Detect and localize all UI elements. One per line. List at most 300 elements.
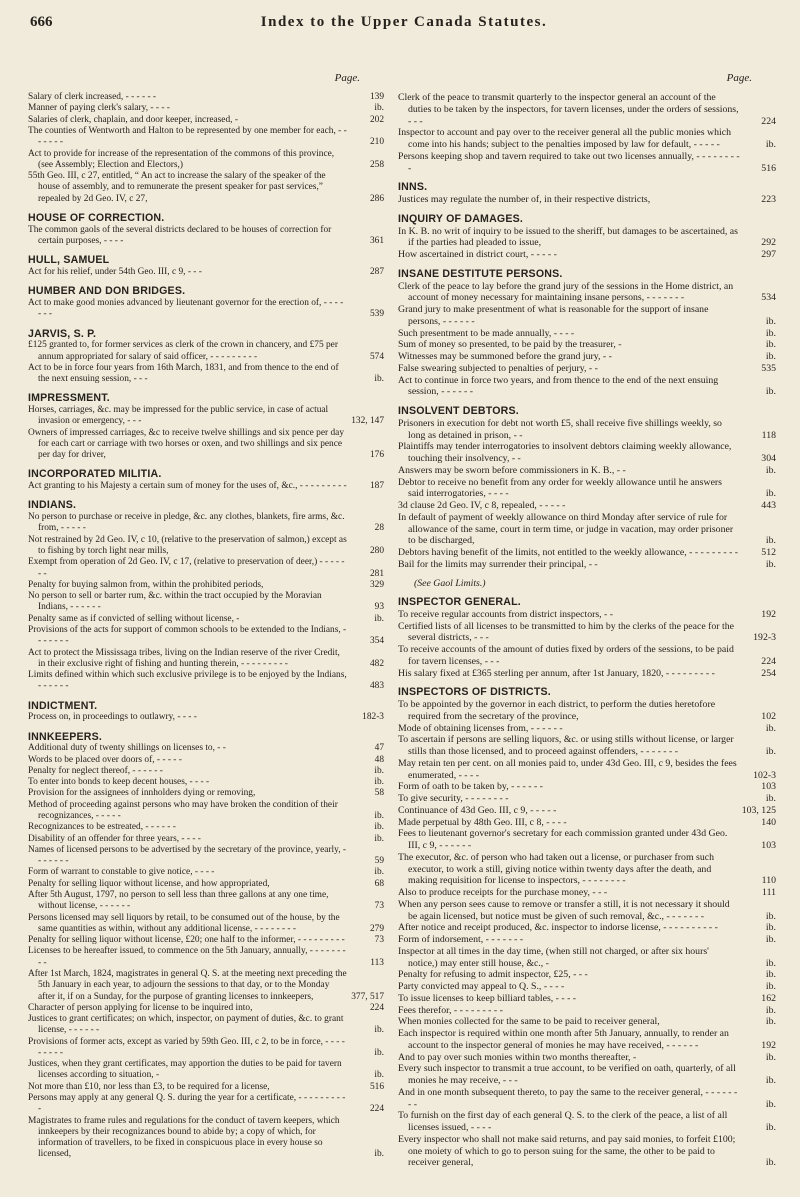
page-reference: ib. bbox=[765, 1075, 776, 1087]
index-entry bbox=[398, 969, 776, 981]
index-section bbox=[28, 499, 384, 692]
index-entry bbox=[398, 304, 776, 328]
entry-text: Plaintiffs may tender interrogatories to insolvent debtors claiming weekly allowance, touching their insolvency, - - bbox=[398, 441, 732, 464]
entry-text: Persons may apply at any general Q. S. during the year for a certificate, - - - - - - - - - - bbox=[28, 1093, 346, 1115]
entry-text: Manner of paying clerk's salary, - - - - bbox=[28, 103, 170, 114]
entry-text: To issue licenses to keep billiard tables, - - - - bbox=[398, 992, 577, 1004]
page-reference: 73 bbox=[374, 935, 384, 946]
index-entry bbox=[28, 834, 384, 845]
page-reference: 59 bbox=[374, 856, 384, 867]
index-entry bbox=[398, 351, 776, 363]
page-reference: 224 bbox=[369, 1002, 384, 1013]
index-entry bbox=[28, 1093, 384, 1116]
entry-text: Magistrates to frame rules and regulations for the conduct of tavern keepers, which innkeepers by their recognizances bound to abide by; a copy of which, for information of travellers, to be fixed in conspicuous place in every house so licensed, bbox=[28, 1115, 340, 1160]
entry-text: Process on, in proceedings to outlawry, - - - - bbox=[28, 712, 197, 723]
index-entry bbox=[398, 249, 776, 261]
page-reference: ib. bbox=[765, 315, 776, 327]
page-reference: 176 bbox=[369, 450, 384, 461]
running-title: Index to the Upper Canada Statutes. bbox=[260, 14, 548, 30]
entry-text: Penalty same as if convicted of selling without license, - bbox=[28, 613, 240, 624]
entry-text: Clerk of the peace to transmit quarterly to the inspector general an account of the duties to be taken by the inspectors, for tavern licenses, under the orders of sessions, - - - bbox=[398, 92, 739, 127]
index-entry bbox=[28, 766, 384, 777]
entry-text: Additional duty of twenty shillings on licenses to, - - bbox=[28, 743, 226, 754]
page-reference: 516 bbox=[369, 1081, 384, 1092]
entry-text: Licenses to be hereafter issued, to commence on the 5th January, annually, - - - - - - - - - bbox=[28, 946, 346, 968]
index-entry bbox=[398, 644, 776, 668]
index-entry bbox=[28, 935, 384, 946]
page-reference: 48 bbox=[374, 754, 384, 765]
entry-text: Disability of an offender for three years, - - - - bbox=[28, 833, 201, 844]
entry-text: Provisions of former acts, except as varied by 59th Geo. III, c 2, to be in force, - - - - - - - - - bbox=[28, 1036, 345, 1058]
index-entry bbox=[28, 428, 384, 462]
index-entry bbox=[398, 1028, 776, 1052]
index-entry bbox=[28, 405, 384, 428]
entry-text: Exempt from operation of 2d Geo. IV, c 17, (relative to preservation of deer,) - - - - - - - bbox=[28, 557, 345, 579]
page-reference: ib. bbox=[765, 1004, 776, 1016]
page-reference: ib. bbox=[765, 488, 776, 500]
page-reference: 187 bbox=[369, 481, 384, 492]
page-reference: ib. bbox=[765, 558, 776, 570]
entry-text: Owners of impressed carriages, &c to receive twelve shillings and six pence per day for each cart or carriage with two horses or oxen, and two shillings and six pence per day for driver, bbox=[28, 427, 345, 461]
page-reference: 68 bbox=[374, 878, 384, 889]
index-entry bbox=[398, 828, 776, 852]
entry-text: After 5th August, 1797, no person to sell less than three gallons at any one time, without license, - - - - - - bbox=[28, 889, 329, 912]
index-entry bbox=[28, 103, 384, 114]
index-section bbox=[28, 212, 384, 247]
page-reference: 354 bbox=[369, 636, 384, 647]
entry-text: And in one month subsequent thereto, to pay the same to the receiver general, - - - - - - - - bbox=[398, 1086, 738, 1110]
index-entry bbox=[28, 913, 384, 936]
index-entry bbox=[28, 845, 384, 868]
page-reference: 73 bbox=[374, 901, 384, 912]
page-reference: 297 bbox=[761, 249, 776, 261]
index-entry bbox=[28, 946, 384, 969]
page-reference: 162 bbox=[761, 992, 776, 1004]
entry-text: Party convicted may appeal to Q. S., - - - - bbox=[398, 981, 565, 993]
index-entry bbox=[28, 755, 384, 766]
index-section bbox=[28, 468, 384, 492]
index-entry bbox=[398, 1110, 776, 1134]
section-heading: INQUIRY OF DAMAGES. bbox=[398, 212, 524, 225]
index-section bbox=[398, 686, 776, 1169]
entry-text: Penalty for selling liquor without license, and how appropriated, bbox=[28, 878, 270, 889]
index-entry bbox=[28, 743, 384, 754]
entry-text: Bail for the limits may surrender their principal, - - bbox=[398, 558, 598, 570]
page-reference: ib. bbox=[765, 464, 776, 476]
index-entry bbox=[398, 281, 776, 305]
index-entry bbox=[398, 1063, 776, 1087]
entry-text: Penalty for selling liquor without license, £20; one half to the informer, - - - - - - - - - bbox=[28, 935, 345, 946]
page-reference: 258 bbox=[369, 159, 384, 170]
entry-text: Every inspector who shall not make said returns, and pay said monies, to forfeit £100; one moiety of which to go to person suing for the same, the other to be paid to receiver general, bbox=[398, 1133, 736, 1169]
entry-text: Prisoners in execution for debt not worth £5, shall receive five shillings weekly, so long as detained in prison, - - bbox=[398, 417, 722, 441]
page-reference: 58 bbox=[374, 788, 384, 799]
page-reference: 443 bbox=[761, 500, 776, 511]
entry-text: Not restrained by 2d Geo. IV, c 10, (relative to the preservation of salmon,) except as to fishing by torch light near mills, bbox=[28, 534, 347, 556]
index-entry bbox=[28, 92, 384, 103]
entry-text: Salaries of clerk, chaplain, and door keeper, increased, - bbox=[28, 114, 238, 125]
index-entry bbox=[28, 126, 384, 149]
entry-text: To be appointed by the governor in each district, to perform the duties heretofore required from the secretary of the province, bbox=[398, 699, 716, 722]
index-entry bbox=[398, 793, 776, 805]
entry-text: To enter into bonds to keep decent houses, - - - - bbox=[28, 777, 210, 788]
index-section bbox=[398, 596, 776, 679]
entry-text: Recognizances to be estreated, - - - - - - bbox=[28, 822, 176, 833]
entry-text: When any person sees cause to remove or transfer a still, it is not necessary it should be again licensed, but notice must be given of such removal, &c., - - - - - - - bbox=[398, 898, 730, 922]
page-reference: ib. bbox=[765, 1051, 776, 1063]
index-entry bbox=[28, 800, 384, 823]
entry-text: Sum of money so presented, to be paid by the treasurer, - bbox=[398, 339, 622, 351]
entry-text: Act to protect the Mississaga tribes, living on the Indian reserve of the river Credit, in their exclusive right of fishing and hunting therein, - - - - - - - - - bbox=[28, 647, 340, 669]
index-entry bbox=[28, 670, 384, 693]
page-reference: 113 bbox=[370, 957, 384, 968]
entry-text: Form of oath to be taken by, - - - - - - bbox=[398, 781, 543, 793]
entry-text: How ascertained in district court, - - - - - bbox=[398, 249, 557, 261]
index-entry bbox=[398, 559, 776, 571]
entry-text: Salary of clerk increased, - - - - - - bbox=[28, 92, 157, 103]
page-reference: ib. bbox=[765, 535, 776, 547]
index-entry bbox=[28, 890, 384, 913]
entry-text: Act to be in force four years from 16th March, 1831, and from thence to the end of the next ensuing session, - - - bbox=[28, 362, 339, 385]
index-entry bbox=[398, 363, 776, 375]
index-entry bbox=[398, 512, 776, 547]
index-entry bbox=[28, 591, 384, 614]
entry-text: No person to sell or barter rum, &c. within the tract occupied by the Moravian Indians, - - - - - - bbox=[28, 591, 322, 613]
page-reference: ib. bbox=[765, 339, 776, 351]
page-reference: ib. bbox=[765, 386, 776, 398]
index-entry bbox=[398, 151, 776, 175]
index-entry bbox=[398, 127, 776, 151]
entry-text: Act to provide for increase of the representation of the commons of this province, (see Assembly; Election and Electors,) bbox=[28, 148, 335, 170]
section-heading: INSPECTOR GENERAL. bbox=[398, 596, 521, 609]
entry-text: Justices may regulate the number of, in their respective districts, bbox=[398, 194, 651, 206]
entry-text: Act to make good monies advanced by lieutenant governor for the erection of, - - - - - - - bbox=[28, 297, 344, 320]
page-reference: ib. bbox=[374, 1070, 384, 1081]
index-entry bbox=[28, 1116, 384, 1161]
index-section bbox=[28, 392, 384, 461]
entry-text: Names of licensed persons to be advertised by the secretary of the province, yearly, - - - - - - - bbox=[28, 844, 347, 867]
entry-text: Every such inspector to transmit a true account, to be verified on oath, quarterly, of all monies he may receive, - - - bbox=[398, 1063, 736, 1087]
page-reference: 516 bbox=[761, 162, 776, 174]
entry-text: Penalty for buying salmon from, within the prohibited periods, bbox=[28, 579, 264, 590]
index-entry bbox=[28, 712, 384, 723]
page-reference: 279 bbox=[369, 923, 384, 934]
page-reference: 210 bbox=[369, 137, 384, 148]
page-reference: 202 bbox=[369, 114, 384, 125]
index-entry bbox=[398, 418, 776, 442]
index-entry bbox=[398, 934, 776, 946]
entry-text: Answers may be sworn before commissioners in K. B., - - bbox=[398, 464, 626, 476]
index-entry bbox=[398, 547, 776, 559]
entry-text: Act granting to his Majesty a certain sum of money for the uses of, &c., - - - - - - - - - bbox=[28, 481, 347, 492]
index-section bbox=[28, 254, 384, 278]
page-reference: ib. bbox=[765, 1157, 776, 1169]
index-entry bbox=[398, 465, 776, 477]
section-heading: HULL, SAMUEL bbox=[28, 254, 110, 267]
index-entry bbox=[28, 867, 384, 878]
page-reference: 287 bbox=[369, 266, 384, 277]
page-reference: 286 bbox=[369, 193, 384, 204]
running-header bbox=[30, 14, 778, 38]
index-entry bbox=[28, 788, 384, 799]
entry-text: When monies collected for the same to be paid to receiver general, bbox=[398, 1016, 660, 1028]
index-entry bbox=[28, 1037, 384, 1060]
page-reference: 292 bbox=[761, 237, 776, 249]
entry-text: Form of indorsement, - - - - - - - bbox=[398, 934, 524, 946]
page-number: 666 bbox=[30, 14, 53, 30]
entry-text: Debtor to receive no benefit from any order for weekly allowance until he answers said interrogatories, - - - - bbox=[398, 476, 722, 500]
page-column-heading: Page. bbox=[334, 72, 360, 84]
index-entry bbox=[28, 557, 384, 580]
index-entry bbox=[28, 512, 384, 535]
page-reference: ib. bbox=[765, 327, 776, 339]
section-heading: IMPRESSMENT. bbox=[28, 392, 110, 405]
entry-text: And to pay over such monies within two months thereafter, - bbox=[398, 1051, 637, 1063]
page-reference: ib. bbox=[765, 139, 776, 151]
section-heading: INNKEEPERS. bbox=[28, 730, 103, 743]
page-reference: ib. bbox=[765, 934, 776, 946]
index-entry bbox=[28, 969, 384, 1003]
page-reference: ib. bbox=[374, 613, 384, 624]
index-entry bbox=[28, 267, 384, 278]
entry-text: Fees therefor, - - - - - - - - - bbox=[398, 1004, 503, 1016]
index-entry bbox=[398, 500, 776, 512]
index-entry bbox=[398, 734, 776, 758]
entry-text: Character of person applying for license to be inquired into, bbox=[28, 1002, 253, 1013]
entry-text: Provision for the assignees of innholders dying or removing, bbox=[28, 788, 256, 799]
page-reference: ib. bbox=[374, 1025, 384, 1036]
index-entry bbox=[28, 777, 384, 788]
entry-text: 55th Geo. III, c 27, entitled, “ An act to increase the salary of the speaker of the house of assembly, and to remunerate the present speaker for past services,” repealed by 2d Geo. IV, c 27, bbox=[28, 171, 326, 204]
index-entry bbox=[398, 922, 776, 934]
page-reference: ib. bbox=[765, 981, 776, 993]
section-heading: HUMBER AND DON BRIDGES. bbox=[28, 285, 186, 298]
entry-text: £125 granted to, for former services as clerk of the crown in chancery, and £75 per annum appropriated for salary of said officer, - - - - - - - - - bbox=[28, 340, 338, 362]
index-entry bbox=[28, 580, 384, 591]
entry-text: His salary fixed at £365 sterling per annum, after 1st January, 1820, - - - - - - - - - bbox=[398, 667, 715, 679]
page-reference: 223 bbox=[761, 194, 776, 206]
index-section bbox=[28, 92, 384, 205]
index-entry bbox=[398, 226, 776, 250]
entry-text: Act for his relief, under 54th Geo. III, c 9, - - - bbox=[28, 266, 202, 277]
index-entry bbox=[398, 817, 776, 829]
page-reference: ib. bbox=[374, 1047, 384, 1058]
page-reference: ib. bbox=[765, 922, 776, 934]
page-reference: ib. bbox=[374, 833, 384, 844]
index-entry bbox=[398, 668, 776, 680]
page-reference: ib. bbox=[374, 811, 384, 822]
page-reference: ib. bbox=[765, 1016, 776, 1028]
index-entry bbox=[398, 1134, 776, 1169]
cross-reference-note: (See Gaol Limits.) bbox=[414, 577, 486, 589]
index-entry bbox=[398, 781, 776, 793]
page-reference: 534 bbox=[761, 292, 776, 304]
page-reference: 377, 517 bbox=[351, 991, 384, 1002]
page-reference: 482 bbox=[369, 658, 384, 669]
index-section bbox=[28, 328, 384, 386]
entry-text: The common gaols of the several districts declared to be houses of correction for certain purposes, - - - - bbox=[28, 224, 332, 246]
index-entry bbox=[28, 648, 384, 671]
entry-text: No person to purchase or receive in pledge, &c. any clothes, blankets, fire arms, &c. from, - - - - - bbox=[28, 512, 345, 534]
index-entry bbox=[28, 298, 384, 321]
entry-text: Inspector at all times in the day time, (when still not charged, or after six hours' notice,) may enter still house, &c., - bbox=[398, 945, 709, 969]
index-entry bbox=[398, 981, 776, 993]
page-reference: ib. bbox=[765, 957, 776, 969]
index-entry bbox=[28, 1059, 384, 1082]
entry-text: Also to produce receipts for the purchase money, - - - bbox=[398, 887, 608, 899]
page-reference: ib. bbox=[374, 822, 384, 833]
page-reference: 28 bbox=[374, 523, 384, 534]
index-entry bbox=[398, 887, 776, 899]
page-reference: ib. bbox=[765, 1122, 776, 1134]
page-column-heading: Page. bbox=[726, 72, 752, 84]
entry-text: Form of warrant to constable to give notice, - - - - bbox=[28, 867, 215, 878]
entry-text: In default of payment of weekly allowance on third Monday after service of rule for allowance of the same, court in term time, or judge in vacation, may order prisoner to be discharged, bbox=[398, 511, 734, 547]
entry-text: Justices to grant certificates; on which, inspector, on payment of duties, &c. to grant license, - - - - - - bbox=[28, 1014, 344, 1036]
entry-text: Fees to lieutenant governor's secretary for each commission granted under 43d Geo. III, c 9, - - - - - - bbox=[398, 828, 728, 852]
index-entry bbox=[28, 535, 384, 558]
page-reference: ib. bbox=[374, 777, 384, 788]
index-entry bbox=[28, 625, 384, 648]
page-reference: 192 bbox=[761, 1039, 776, 1051]
index-entry bbox=[398, 758, 776, 782]
page-reference: ib. bbox=[765, 746, 776, 758]
index-section bbox=[398, 92, 776, 174]
page-reference: 280 bbox=[369, 545, 384, 556]
section-heading: INCORPORATED MILITIA. bbox=[28, 468, 162, 481]
index-section bbox=[398, 181, 776, 205]
entry-text: Continuance of 43d Geo. III, c 9, - - - - - bbox=[398, 804, 557, 816]
section-heading: JARVIS, S. P. bbox=[28, 327, 97, 340]
page-reference: 512 bbox=[761, 547, 776, 558]
entry-text: Provisions of the acts for support of common schools to be extended to the Indians, - - - - - - - bbox=[28, 624, 347, 647]
page-reference: ib. bbox=[765, 351, 776, 363]
page-reference: ib. bbox=[765, 1098, 776, 1110]
entry-text: Act to continue in force two years, and from thence to the end of the next ensuing session, - - - - - - bbox=[398, 374, 719, 398]
entry-text: Words to be placed over doors of, - - - - - bbox=[28, 754, 182, 765]
index-entry bbox=[398, 1052, 776, 1064]
index-entry bbox=[398, 1016, 776, 1028]
page-reference: 139 bbox=[369, 92, 384, 103]
entry-text: Witnesses may be summoned before the grand jury, - - bbox=[398, 351, 612, 363]
page-reference: 93 bbox=[374, 602, 384, 613]
entry-text: Horses, carriages, &c. may be impressed for the public service, in case of actual invasion or emergency, - - - bbox=[28, 405, 329, 427]
entry-text: 3d clause 2d Geo. IV, c 8, repealed, - - - - - bbox=[398, 500, 566, 511]
page-reference: 539 bbox=[369, 309, 384, 320]
page-reference: 535 bbox=[761, 362, 776, 374]
index-entry bbox=[398, 699, 776, 723]
page-reference: ib. bbox=[374, 867, 384, 878]
page-reference: 224 bbox=[761, 115, 776, 127]
page-reference: 103, 125 bbox=[741, 804, 776, 816]
index-entry bbox=[28, 822, 384, 833]
index-entry bbox=[398, 805, 776, 817]
page-reference: 140 bbox=[761, 816, 776, 828]
index-entry bbox=[398, 621, 776, 645]
page-reference: 192 bbox=[761, 608, 776, 620]
entry-text: The counties of Wentworth and Halton to be represented by one member for each, - - - - - - - bbox=[28, 126, 347, 148]
index-entry bbox=[398, 441, 776, 465]
page-reference: 254 bbox=[761, 667, 776, 679]
index-entry bbox=[28, 1082, 384, 1093]
page-reference: 329 bbox=[369, 579, 384, 590]
index-entry bbox=[28, 879, 384, 890]
section-heading: INNS. bbox=[398, 181, 428, 194]
page-reference: 574 bbox=[369, 351, 384, 362]
index-entry bbox=[398, 946, 776, 970]
page-reference: 103 bbox=[761, 781, 776, 793]
index-entry bbox=[398, 92, 776, 127]
index-entry bbox=[398, 1087, 776, 1111]
entry-text: After notice and receipt produced, &c. inspector to indorse license, - - - - - - - - - - bbox=[398, 922, 718, 934]
entry-text: To give security, - - - - - - - - bbox=[398, 793, 509, 805]
section-heading: HOUSE OF CORRECTION. bbox=[28, 212, 165, 224]
index-section bbox=[398, 578, 776, 590]
page-reference: 483 bbox=[369, 681, 384, 692]
entry-text: The executor, &c. of person who had taken out a license, or purchaser from such executor, to work a still, giving notice within twenty days after the death, and making requisition for license to inspectors, - - - - - - - - bbox=[398, 851, 714, 887]
index-entry bbox=[28, 481, 384, 492]
index-entry bbox=[398, 609, 776, 621]
page-reference: 224 bbox=[369, 1104, 384, 1115]
entry-text: To receive regular accounts from district inspectors, - - bbox=[398, 608, 614, 620]
index-entry bbox=[28, 171, 384, 205]
page-reference: ib. bbox=[374, 1149, 384, 1160]
index-entry bbox=[28, 225, 384, 248]
page-reference: ib. bbox=[765, 793, 776, 805]
index-entry bbox=[398, 194, 776, 206]
entry-text: Mode of obtaining licenses from, - - - - - - bbox=[398, 722, 563, 734]
index-section bbox=[28, 731, 384, 1161]
entry-text: Each inspector is required within one month after 5th January, annually, to render an account to the inspector general of monies he may have received, - - - - - - bbox=[398, 1028, 729, 1051]
index-entry bbox=[28, 340, 384, 363]
page-reference: ib. bbox=[374, 765, 384, 776]
entry-text: Inspector to account and pay over to the receiver general all the public monies which come into his hands; subject to the penalties imposed by law for default, - - - - - bbox=[398, 127, 731, 151]
index-entry bbox=[398, 852, 776, 887]
entry-text: Persons keeping shop and tavern required to take out two licenses annually, - - - - - - - - - bbox=[398, 150, 740, 174]
left-column bbox=[28, 72, 384, 1161]
entry-text: To ascertain if persons are selling liquors, &c. or using stills without license, or larger stills than those licensed, and to proceed against offenders, - - - - - - - bbox=[398, 734, 734, 758]
page-reference: 102 bbox=[761, 710, 776, 722]
entry-text: After 1st March, 1824, magistrates in general Q. S. at the meeting next preceding the 5th January in each year, to adjourn the sessions to that day, or to the Monday after it, if on a Sunday, for the purpose of granting licenses to innkeepers, bbox=[28, 968, 347, 1002]
page-reference: 361 bbox=[369, 235, 384, 246]
entry-text: Clerk of the peace to lay before the grand jury of the sessions in the Home district, an account of money necessary for maintaining insane persons, - - - - - - - bbox=[398, 280, 734, 304]
page-reference: 110 bbox=[761, 875, 776, 887]
index-entry bbox=[398, 723, 776, 735]
entry-text: To receive accounts of the amount of duties fixed by orders of the sessions, to be paid for tavern licenses, - - - bbox=[398, 644, 734, 667]
index-section bbox=[398, 405, 776, 570]
index-entry bbox=[398, 1005, 776, 1017]
section-heading: INDICTMENT. bbox=[28, 699, 98, 712]
page-reference: ib. bbox=[765, 969, 776, 981]
index-section bbox=[28, 285, 384, 320]
entry-text: To furnish on the first day of each general Q. S. to the clerk of the peace, a list of all licenses issued, - - - - bbox=[398, 1110, 728, 1134]
page-reference: ib. bbox=[765, 722, 776, 734]
index-entry bbox=[28, 1014, 384, 1037]
page-reference: 118 bbox=[761, 429, 776, 441]
page-reference: ib. bbox=[765, 910, 776, 922]
right-column bbox=[398, 72, 776, 1169]
page-reference: 304 bbox=[761, 453, 776, 464]
index-entry bbox=[28, 614, 384, 625]
index-section bbox=[28, 700, 384, 724]
section-heading: INDIANS. bbox=[28, 499, 77, 512]
page-reference: 102-3 bbox=[753, 769, 776, 781]
entry-text: Penalty for refusing to admit inspector, £25, - - - bbox=[398, 969, 588, 981]
entry-text: Method of proceeding against persons who may have broken the condition of their recognizances, - - - - - bbox=[28, 799, 338, 822]
entry-text: Not more than £10, nor less than £3, to be required for a license, bbox=[28, 1081, 270, 1092]
page-reference: 111 bbox=[762, 887, 776, 899]
entry-text: May retain ten per cent. on all monies paid to, under 43d Geo. III, c 9, besides the fees enumerated, - - - - bbox=[398, 757, 737, 781]
